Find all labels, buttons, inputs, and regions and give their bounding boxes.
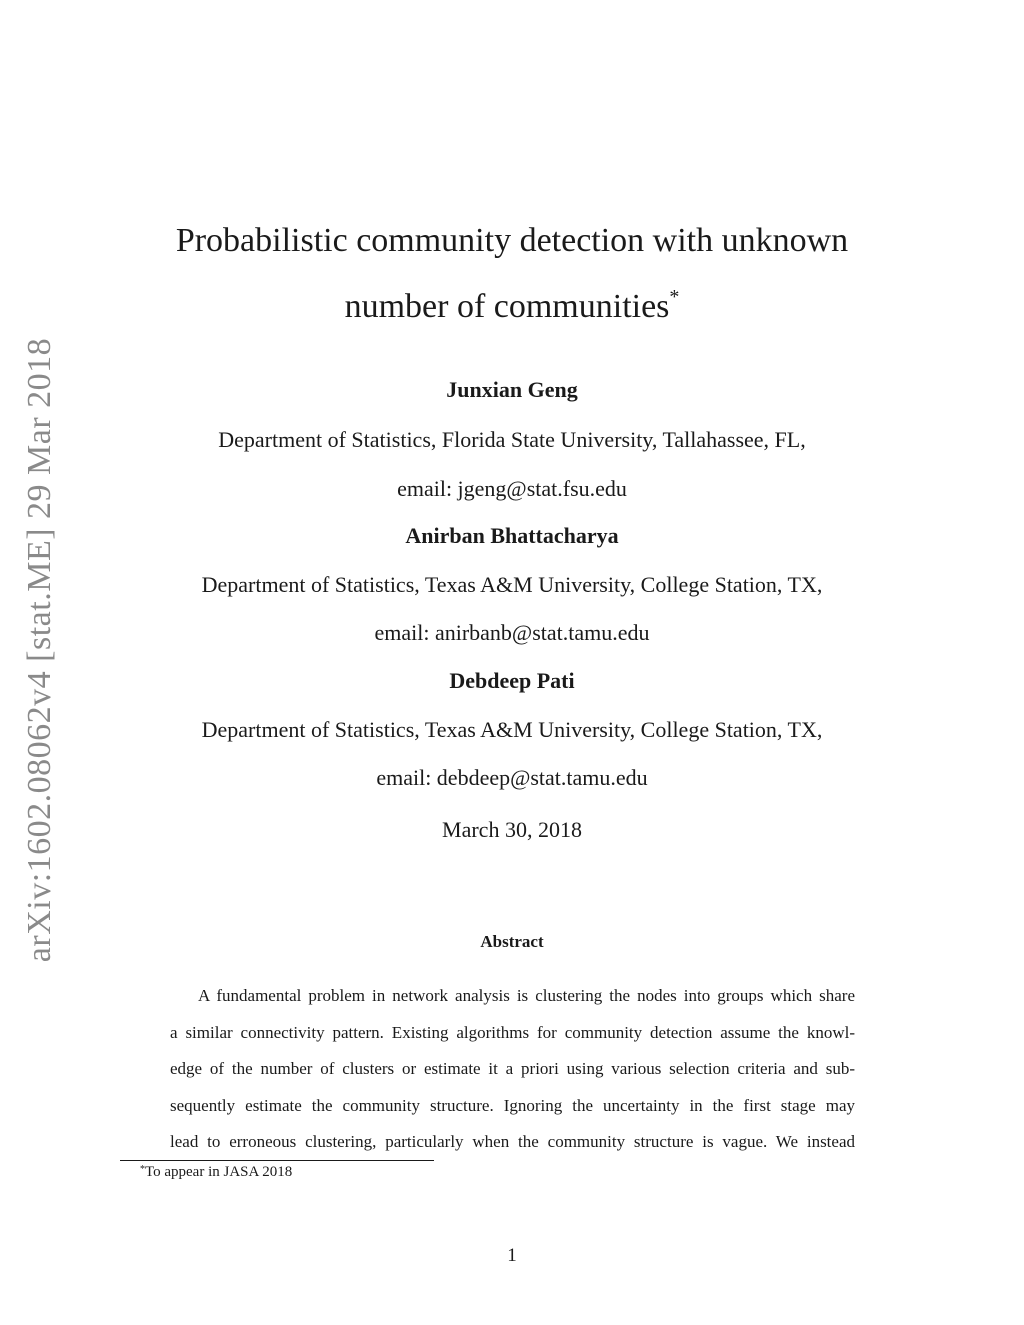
abstract-line: A fundamental problem in network analysis is clustering the nodes into groups which share — [198, 986, 855, 1005]
author-name-2: Anirban Bhattacharya — [405, 523, 619, 548]
paper-date: March 30, 2018 — [442, 817, 582, 842]
author-name-3: Debdeep Pati — [449, 668, 575, 693]
author-email-1: email: jgeng@stat.fsu.edu — [397, 476, 627, 501]
abstract-line: sequently estimate the community structure. Ignoring the uncertainty in the first stage may — [170, 1095, 855, 1115]
page-number: 1 — [507, 1245, 517, 1266]
author-email-2: email: anirbanb@stat.tamu.edu — [374, 620, 650, 645]
author-affiliation-3: Department of Statistics, Texas A&M University, College Station, TX, — [201, 717, 823, 742]
footnote-text: To appear in JASA 2018 — [145, 1164, 293, 1180]
title-footnote-mark: * — [669, 286, 680, 308]
abstract-line: a similar connectivity pattern. Existing algorithms for community detection assume the knowl- — [170, 1022, 855, 1042]
author-email-3: email: debdeep@stat.tamu.edu — [376, 765, 648, 790]
abstract-heading: Abstract — [480, 932, 544, 951]
arxiv-identifier-stamp: arXiv:1602.08062v4 [stat.ME] 29 Mar 2018 — [21, 337, 58, 963]
abstract-line: edge of the number of clusters or estimate it a priori using various selection criteria and sub- — [170, 1059, 855, 1079]
footnote-mark: * — [140, 1164, 145, 1175]
author-affiliation-1: Department of Statistics, Florida State University, Tallahassee, FL, — [218, 427, 806, 452]
footnote-divider — [120, 1160, 434, 1161]
title-text-line-1: Probabilistic community detection with unknown — [175, 222, 849, 259]
abstract-body — [170, 978, 855, 1161]
abstract-line: lead to erroneous clustering, particularly when the community structure is vague. We instead — [170, 1132, 855, 1152]
paper-title-line-2 — [0, 288, 1024, 326]
paper-title-line-1 — [0, 222, 1024, 260]
footnote — [140, 1164, 292, 1181]
author-affiliation-2: Department of Statistics, Texas A&M University, College Station, TX, — [201, 572, 823, 597]
author-name-1: Junxian Geng — [446, 377, 578, 402]
title-text-line-2: number of communities — [344, 288, 670, 325]
